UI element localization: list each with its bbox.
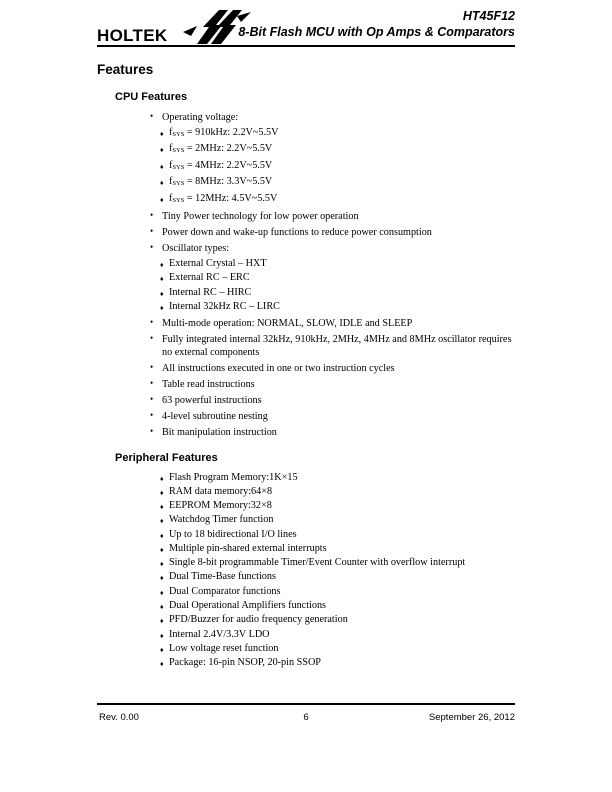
- diamond-bullet-icon: ♦: [160, 645, 164, 654]
- diamond-bullet-icon: ♦: [160, 289, 164, 298]
- list-item: [97, 410, 517, 423]
- list-item: [97, 657, 517, 670]
- diamond-bullet-icon: ♦: [160, 588, 164, 597]
- list-item-text: Single 8-bit programmable Timer/Event Counter with overflow interrupt: [169, 557, 466, 569]
- diamond-bullet-icon: ♦: [160, 545, 164, 554]
- header-titles: [238, 9, 515, 39]
- bullet-icon: •: [150, 377, 154, 388]
- diamond-bullet-icon: ♦: [160, 617, 164, 626]
- list-item-text: Low voltage reset function: [169, 642, 279, 654]
- bullet-icon: •: [150, 242, 154, 252]
- bullet-icon: •: [150, 361, 154, 372]
- list-item: [162, 176, 517, 191]
- part-number: HT45F12: [462, 9, 515, 23]
- list-item-text: Dual Comparator functions: [169, 585, 281, 597]
- diamond-bullet-icon: ♦: [160, 179, 164, 187]
- operating-voltage-list: [162, 127, 517, 208]
- list-item: [97, 500, 517, 513]
- diamond-bullet-icon: ♦: [160, 603, 164, 612]
- bullet-icon: •: [150, 332, 154, 343]
- list-item: [97, 557, 517, 570]
- diamond-bullet-icon: ♦: [160, 660, 164, 669]
- diamond-bullet-icon: ♦: [160, 503, 164, 512]
- diamond-bullet-icon: ♦: [160, 574, 164, 583]
- list-item-text: Power down and wake-up functions to reduce power consumption: [162, 227, 432, 238]
- list-item: [97, 614, 517, 627]
- diamond-bullet-icon: ♦: [160, 146, 164, 154]
- list-item-text: Watchdog Timer function: [169, 514, 274, 526]
- list-item-text: Dual Operational Amplifiers functions: [169, 600, 327, 612]
- peripheral-features-heading: Peripheral Features: [115, 451, 218, 464]
- list-item-text: Multiple pin-shared external interrupts: [169, 542, 327, 554]
- list-item: [162, 301, 517, 314]
- list-item-text: PFD/Buzzer for audio frequency generation: [169, 614, 348, 626]
- list-item: [97, 586, 517, 599]
- list-item: [97, 317, 517, 330]
- bullet-icon: •: [150, 210, 154, 220]
- list-item-text: Bit manipulation instruction: [162, 426, 277, 438]
- diamond-bullet-icon: ♦: [160, 275, 164, 283]
- list-item: [97, 514, 517, 527]
- list-item: [97, 472, 517, 485]
- peripheral-features-list: [97, 472, 517, 670]
- list-item-text: 63 powerful instructions: [162, 394, 262, 406]
- page-footer: [97, 703, 515, 723]
- bullet-icon: •: [150, 226, 154, 236]
- list-item-text: Internal RC – HIRC: [169, 286, 252, 298]
- list-item-text: $f_{SYS} = 910kHz$: 2.2V~5.5V: [169, 126, 279, 138]
- list-item: [97, 362, 517, 375]
- list-item-text: $f_{SYS} = 12MHz$: 4.5V~5.5V: [169, 192, 278, 204]
- list-item: [97, 629, 517, 642]
- list-item: [162, 193, 517, 208]
- diamond-bullet-icon: ♦: [160, 195, 164, 204]
- diamond-bullet-icon: ♦: [160, 162, 164, 171]
- list-item-text: External RC – ERC: [169, 272, 250, 283]
- features-section: [97, 62, 517, 671]
- list-item: [97, 529, 517, 542]
- list-item-text: Tiny Power technology for low power operation: [162, 211, 359, 222]
- page-header: [97, 8, 515, 48]
- list-item: [162, 258, 517, 271]
- diamond-bullet-icon: ♦: [160, 260, 164, 269]
- list-item-text: External Crystal – HXT: [169, 257, 267, 269]
- diamond-bullet-icon: ♦: [160, 488, 164, 497]
- list-item: [97, 378, 517, 391]
- list-item: [97, 486, 517, 499]
- holtek-logo-text: HOLTEK: [97, 26, 168, 45]
- list-item-text: $f_{SYS} = 8MHz$: 3.3V~5.5V: [169, 176, 273, 187]
- list-item: [97, 600, 517, 613]
- list-item: [97, 426, 517, 439]
- list-item: [97, 333, 517, 359]
- diamond-bullet-icon: ♦: [160, 631, 164, 640]
- revision-label: Rev. 0.00: [99, 712, 139, 723]
- page-number: 6: [303, 712, 309, 723]
- list-item-text: Internal 2.4V/3.3V LDO: [169, 628, 270, 640]
- list-item-text: $f_{SYS} = 4MHz$: 2.2V~5.5V: [169, 159, 273, 171]
- bullet-icon: •: [150, 409, 154, 420]
- list-item: [97, 543, 517, 556]
- list-item-text: Dual Time-Base functions: [169, 571, 276, 583]
- list-item-text: Internal 32kHz RC – LIRC: [169, 301, 280, 312]
- list-item: [97, 210, 517, 223]
- footer-date: September 26, 2012: [428, 712, 515, 723]
- list-item: [97, 242, 517, 314]
- list-item: [97, 111, 517, 207]
- bullet-icon: •: [150, 111, 154, 121]
- features-heading: Features: [97, 62, 154, 77]
- list-item: [162, 272, 517, 285]
- list-item: [97, 571, 517, 584]
- list-item-text: RAM data memory:64×8: [169, 485, 273, 497]
- list-item: [162, 287, 517, 300]
- list-item: [97, 643, 517, 656]
- diamond-bullet-icon: ♦: [160, 517, 164, 526]
- list-item-text: Flash Program Memory:1K×15: [169, 471, 298, 483]
- bullet-icon: •: [150, 316, 154, 327]
- list-item: [97, 394, 517, 407]
- list-item-text: 4-level subroutine nesting: [162, 410, 268, 422]
- cpu-features-list: [97, 111, 517, 439]
- list-item-text: Oscillator types:: [162, 243, 230, 254]
- oscillator-types-list: [162, 258, 517, 314]
- header-divider: [97, 45, 515, 47]
- list-item-text: Fully integrated internal 32kHz, 910kHz, 2MHz, 4MHz and 8MHz oscillator requires no external components: [162, 333, 512, 358]
- list-item-text: Table read instructions: [162, 378, 255, 390]
- list-item-text: Multi-mode operation: NORMAL, SLOW, IDLE and SLEEP: [162, 317, 413, 329]
- document-subtitle: 8-Bit Flash MCU with Op Amps & Comparators: [238, 25, 515, 39]
- holtek-logo: [97, 8, 237, 48]
- list-item: [162, 160, 517, 175]
- diamond-bullet-icon: ♦: [160, 129, 164, 138]
- bullet-icon: •: [150, 425, 154, 436]
- list-item-text: All instructions executed in one or two instruction cycles: [162, 362, 395, 374]
- list-item-text: Up to 18 bidirectional I/O lines: [169, 528, 297, 540]
- list-item: [162, 127, 517, 142]
- list-item-text: $f_{SYS} = 2MHz$: 2.2V~5.5V: [169, 143, 273, 154]
- diamond-bullet-icon: ♦: [160, 560, 164, 569]
- list-item-text: Operating voltage:: [162, 112, 239, 123]
- bullet-icon: •: [150, 393, 154, 404]
- list-item-text: Package: 16-pin NSOP, 20-pin SSOP: [169, 657, 321, 669]
- cpu-features-heading: CPU Features: [115, 91, 188, 103]
- list-item-text: EEPROM Memory:32×8: [169, 500, 272, 512]
- diamond-bullet-icon: ♦: [160, 531, 164, 540]
- list-item: [97, 226, 517, 239]
- list-item: [162, 143, 517, 158]
- diamond-bullet-icon: ♦: [160, 304, 164, 312]
- diamond-bullet-icon: ♦: [160, 474, 164, 483]
